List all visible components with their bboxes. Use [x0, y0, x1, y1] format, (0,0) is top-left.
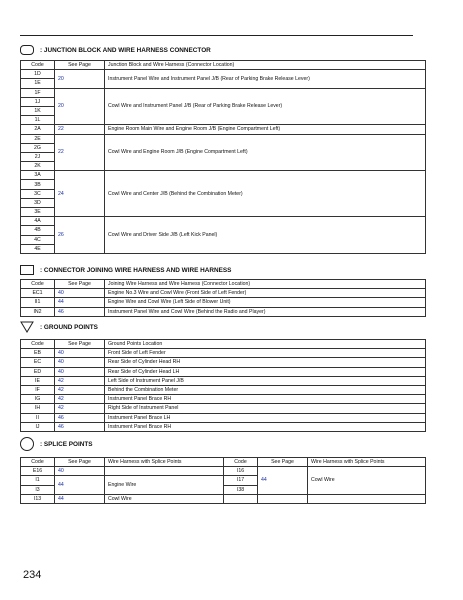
column-header: See Page	[55, 340, 105, 349]
column-header: Junction Block and Wire Harness (Connector Location)	[105, 61, 426, 70]
table-row	[21, 376, 426, 385]
see-page-cell: 42	[55, 376, 105, 385]
code-cell: I1	[21, 476, 55, 485]
description-cell: Cowl Wire and Engine Room J/B (Engine Compartment Left)	[105, 134, 426, 171]
see-page-cell: 44	[258, 467, 308, 495]
code-cell: 1D	[21, 70, 55, 79]
code-cell: I38	[224, 485, 258, 494]
code-cell: II1	[21, 298, 55, 307]
see-page-cell: 40	[55, 467, 105, 476]
table-row	[21, 422, 426, 431]
description-cell: Right Side of Instrument Panel	[105, 404, 426, 413]
code-cell: I13	[21, 494, 55, 503]
code-cell: 4E	[21, 244, 55, 253]
see-page-cell: 40	[55, 358, 105, 367]
see-page-cell: 22	[55, 125, 105, 134]
code-cell: 1J	[21, 97, 55, 106]
see-page-cell: 40	[55, 289, 105, 298]
description-cell: Engine Wire	[105, 476, 224, 494]
description-cell: Instrument Panel Wire and Instrument Panel J/B (Rear of Parking Brake Release Lever)	[105, 70, 426, 88]
table-row	[21, 307, 426, 316]
table-row	[21, 125, 426, 134]
code-cell: EB	[21, 349, 55, 358]
column-header: Code	[224, 458, 258, 467]
table-header-row	[21, 340, 426, 349]
see-page-cell: 44	[55, 494, 105, 503]
description-cell: Front Side of Left Fender	[105, 349, 426, 358]
top-rule	[20, 35, 413, 36]
column-header: Wire Harness with Splice Points	[105, 458, 224, 467]
table-header-row	[21, 61, 426, 70]
column-header: Ground Points Location	[105, 340, 426, 349]
connector-symbol-icon	[20, 265, 34, 275]
ground-section-header	[20, 320, 98, 334]
code-cell: 3E	[21, 208, 55, 217]
code-cell: ED	[21, 367, 55, 376]
ground-table	[20, 339, 426, 432]
table-row	[21, 134, 426, 143]
code-cell: IG	[21, 395, 55, 404]
code-cell: 3D	[21, 198, 55, 207]
splice-section-title: : SPLICE POINTS	[40, 440, 93, 448]
see-page-cell: 42	[55, 395, 105, 404]
column-header: See Page	[55, 458, 105, 467]
ground-section-title: : GROUND POINTS	[40, 323, 98, 331]
description-cell: Rear Side of Cylinder Head RH	[105, 358, 426, 367]
table-header-row	[21, 458, 426, 467]
page-number: 234	[23, 569, 42, 581]
see-page-cell: 20	[55, 70, 105, 88]
table-row	[21, 70, 426, 79]
code-cell: 3A	[21, 171, 55, 180]
table-row	[21, 395, 426, 404]
column-header: Code	[21, 280, 55, 289]
see-page-cell: 40	[55, 349, 105, 358]
see-page-cell: 20	[55, 88, 105, 125]
see-page-cell: 46	[55, 422, 105, 431]
table-row	[21, 171, 426, 180]
code-cell: IH	[21, 404, 55, 413]
see-page-cell: 46	[55, 413, 105, 422]
code-cell: 4C	[21, 235, 55, 244]
code-cell: IN2	[21, 307, 55, 316]
description-cell: Engine Room Main Wire and Engine Room J/B (Engine Compartment Left)	[105, 125, 426, 134]
see-page-cell: 24	[55, 171, 105, 217]
code-cell: IJ	[21, 422, 55, 431]
table-row	[21, 467, 426, 476]
table-row	[21, 367, 426, 376]
description-cell: Instrument Panel Brace RH	[105, 395, 426, 404]
code-cell: EC	[21, 358, 55, 367]
column-header: Code	[21, 61, 55, 70]
code-cell: E16	[21, 467, 55, 476]
description-cell: Engine No.3 Wire and Cowl Wire (Front Side of Left Fender)	[105, 289, 426, 298]
table-row	[21, 289, 426, 298]
description-cell: Cowl Wire and Instrument Panel J/B (Rear of Parking Brake Release Lever)	[105, 88, 426, 125]
junction-table	[20, 60, 426, 254]
column-header: Joining Wire Harness and Wire Harness (Connector Location)	[105, 280, 426, 289]
table-row	[21, 88, 426, 97]
code-cell: 1F	[21, 88, 55, 97]
connector-section-header	[20, 263, 231, 277]
code-cell: I17	[224, 476, 258, 485]
splice-section-header	[20, 437, 93, 451]
connector-table	[20, 279, 426, 317]
code-cell	[224, 494, 258, 503]
column-header: See Page	[55, 280, 105, 289]
table-row	[21, 298, 426, 307]
description-cell: Cowl Wire and Center J/B (Behind the Combination Meter)	[105, 171, 426, 217]
column-header: Code	[21, 458, 55, 467]
see-page-cell: 44	[55, 476, 105, 494]
code-cell: IE	[21, 376, 55, 385]
column-header: See Page	[258, 458, 308, 467]
connector-section-title: : CONNECTOR JOINING WIRE HARNESS AND WIRE HARNESS	[40, 266, 232, 274]
table-row	[21, 494, 426, 503]
description-cell: Instrument Panel Brace RH	[105, 422, 426, 431]
code-cell: 4B	[21, 226, 55, 235]
splice-table	[20, 457, 426, 504]
description-cell: Engine Wire and Cowl Wire (Left Side of Blower Unit)	[105, 298, 426, 307]
see-page-cell: 22	[55, 134, 105, 171]
code-cell: II	[21, 413, 55, 422]
code-cell: 1K	[21, 106, 55, 115]
table-header-row	[21, 280, 426, 289]
code-cell: 4A	[21, 217, 55, 226]
see-page-cell: 46	[55, 307, 105, 316]
description-cell: Instrument Panel Wire and Cowl Wire (Behind the Radio and Player)	[105, 307, 426, 316]
description-cell	[308, 494, 426, 503]
code-cell: 2K	[21, 162, 55, 171]
table-row	[21, 404, 426, 413]
ground-triangle-icon	[20, 321, 34, 333]
see-page-cell: 42	[55, 404, 105, 413]
code-cell: 2A	[21, 125, 55, 134]
code-cell: 3B	[21, 180, 55, 189]
see-page-cell	[258, 494, 308, 503]
see-page-cell: 44	[55, 298, 105, 307]
code-cell: I3	[21, 485, 55, 494]
table-row	[21, 413, 426, 422]
junction-section-title: : JUNCTION BLOCK AND WIRE HARNESS CONNECTOR	[40, 46, 211, 54]
table-row	[21, 349, 426, 358]
code-cell: IF	[21, 385, 55, 394]
description-cell	[105, 467, 224, 476]
description-cell: Instrument Panel Brace LH	[105, 413, 426, 422]
see-page-cell: 26	[55, 217, 105, 254]
junction-block-symbol-icon	[20, 45, 34, 55]
code-cell: 1E	[21, 79, 55, 88]
column-header: Wire Harness with Splice Points	[308, 458, 426, 467]
splice-circle-icon	[20, 437, 34, 451]
code-cell: 1L	[21, 116, 55, 125]
description-cell: Cowl Wire	[308, 467, 426, 495]
table-row	[21, 217, 426, 226]
code-cell: 3C	[21, 189, 55, 198]
junction-section-header	[20, 43, 211, 57]
description-cell: Behind the Combination Meter	[105, 385, 426, 394]
see-page-cell: 40	[55, 367, 105, 376]
description-cell: Rear Side of Cylinder Head LH	[105, 367, 426, 376]
description-cell: Cowl Wire and Driver Side J/B (Left Kick Panel)	[105, 217, 426, 254]
code-cell: 2J	[21, 152, 55, 161]
column-header: See Page	[55, 61, 105, 70]
description-cell: Cowl Wire	[105, 494, 224, 503]
code-cell: EC1	[21, 289, 55, 298]
table-row	[21, 385, 426, 394]
see-page-cell: 42	[55, 385, 105, 394]
code-cell: 2G	[21, 143, 55, 152]
code-cell: 2E	[21, 134, 55, 143]
table-row	[21, 358, 426, 367]
code-cell: I16	[224, 467, 258, 476]
column-header: Code	[21, 340, 55, 349]
description-cell: Left Side of Instrument Panel J/B	[105, 376, 426, 385]
